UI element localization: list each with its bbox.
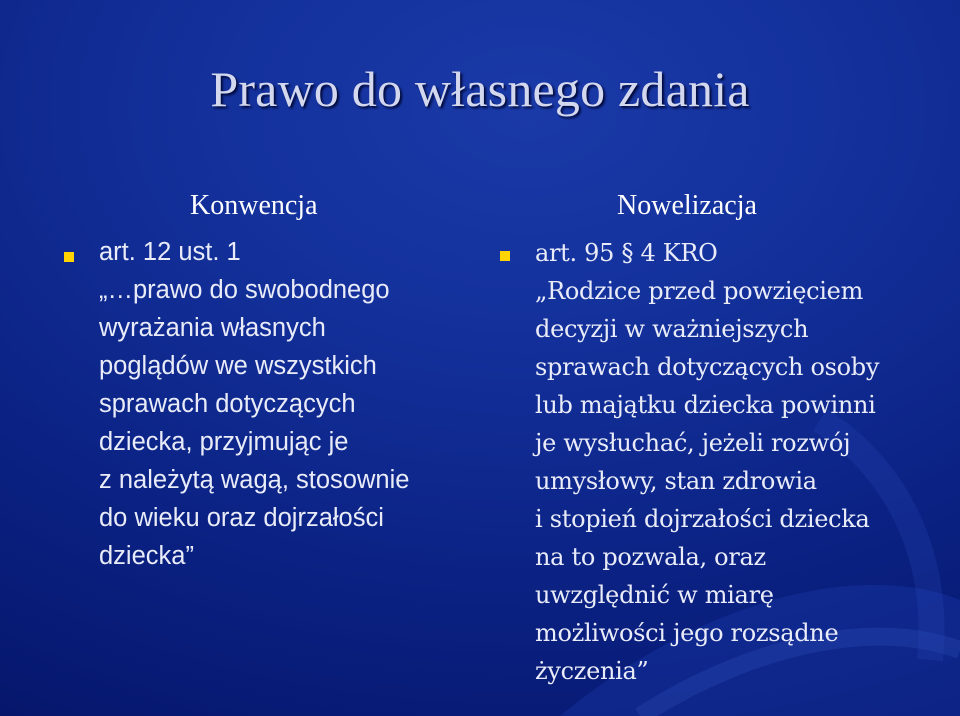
text-line: na to pozwala, oraz (535, 543, 766, 571)
text-line: dziecka” (99, 542, 194, 570)
right-column-text (535, 234, 879, 690)
text-line: wyrażania własnych (99, 314, 326, 342)
square-bullet-icon (64, 252, 74, 262)
text-line: poglądów we wszystkich (99, 352, 377, 380)
text-line: lub majątku dziecka powinni (535, 391, 876, 419)
right-column-heading: Nowelizacja (617, 190, 757, 221)
text-line: art. 95 § 4 KRO (535, 239, 718, 267)
text-line: dziecka, przyjmując je (99, 428, 349, 456)
left-column-heading: Konwencja (190, 190, 318, 221)
text-line: sprawach dotyczących osoby (535, 353, 880, 381)
text-line: art. 12 ust. 1 (99, 238, 241, 266)
text-line: „Rodzice przed powzięciem (535, 277, 864, 305)
text-line: umysłowy, stan zdrowia (535, 467, 817, 495)
text-line: je wysłuchać, jeżeli rozwój (535, 429, 851, 457)
text-line: i stopień dojrzałości dziecka (535, 505, 870, 533)
text-line: decyzji w ważniejszych (535, 315, 809, 343)
text-line: do wieku oraz dojrzałości (99, 504, 384, 532)
text-line: uwzględnić w miarę (535, 581, 774, 609)
text-line: z należytą wagą, stosownie (99, 466, 410, 494)
left-column-text (99, 233, 409, 575)
text-line: życzenia” (535, 657, 649, 685)
text-line: „…prawo do swobodnego (99, 276, 390, 304)
slide-title: Prawo do własnego zdania (210, 61, 750, 117)
text-line: możliwości jego rozsądne (535, 619, 839, 647)
square-bullet-icon (500, 251, 510, 261)
text-line: sprawach dotyczących (99, 390, 356, 418)
